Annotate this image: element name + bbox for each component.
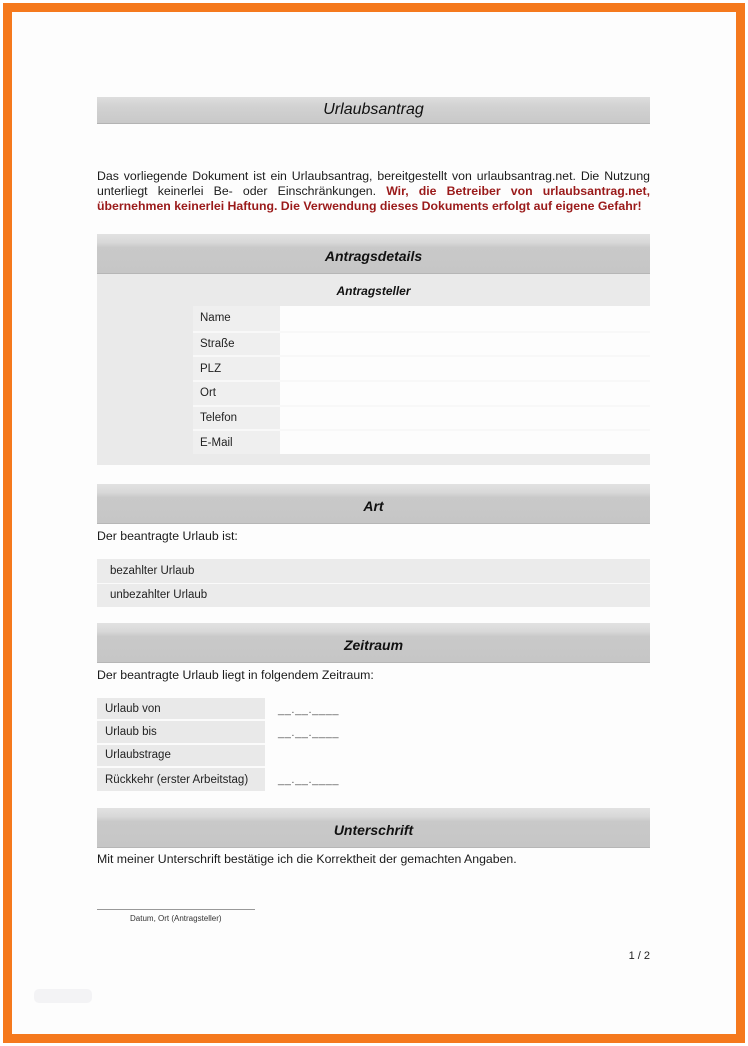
section-art [97, 484, 650, 607]
field-value-telefon[interactable] [280, 405, 650, 430]
subsection-header-antragsteller [97, 274, 650, 306]
field-label-strasse: Straße [193, 331, 280, 356]
section-header-art [97, 484, 650, 524]
field-label-urlaubstrage: Urlaubstrage [97, 745, 265, 768]
intro-text: Das vorliegende Dokument ist ein Urlaubsantrag, bereitgestellt von urlaubsantrag.net. Die Nutzung unterliegt keinerlei Be- oder Einschränkungen. [97, 169, 650, 198]
signature-caption: Datum, Ort (Antragsteller) [130, 914, 222, 924]
option-bezahlter-urlaub[interactable]: bezahlter Urlaub [110, 564, 195, 577]
subsection-title: Antragsteller [336, 284, 411, 298]
section-unterschrift [97, 808, 650, 923]
field-value-urlaub-von[interactable]: __.__.____ [278, 703, 340, 716]
field-value-plz[interactable] [280, 355, 650, 380]
document-content [97, 12, 650, 923]
document-title-bar [97, 97, 650, 124]
field-value-name[interactable] [280, 306, 650, 331]
table-row [193, 331, 650, 356]
field-label-rueckkehr: Rückkehr (erster Arbeitstag) [97, 768, 265, 791]
table-row [97, 721, 650, 744]
antragsdetails-body [97, 274, 650, 465]
table-row [193, 355, 650, 380]
field-value-ort[interactable] [280, 380, 650, 405]
document-title: Urlaubsantrag [323, 101, 424, 118]
table-row [97, 745, 650, 768]
page-number: 1 / 2 [628, 950, 650, 962]
field-label-name: Name [193, 306, 280, 331]
table-row [193, 429, 650, 454]
unterschrift-intro-text: Mit meiner Unterschrift bestätige ich die Korrektheit der gemachten Angaben. [97, 852, 517, 867]
table-row [193, 306, 650, 331]
document-page [12, 12, 736, 1034]
field-value-rueckkehr[interactable]: __.__.____ [278, 773, 340, 786]
section-header-zeitraum [97, 623, 650, 663]
section-header-antragsdetails [97, 234, 650, 274]
zeitraum-intro-text: Der beantragte Urlaub liegt in folgendem Zeitraum: [97, 668, 374, 683]
field-label-plz: PLZ [193, 355, 280, 380]
art-intro-text: Der beantragte Urlaub ist: [97, 529, 238, 544]
section-title: Antragsdetails [324, 248, 423, 264]
vacation-type-options [97, 559, 650, 607]
table-row [97, 698, 650, 721]
section-zeitraum [97, 623, 650, 791]
option-unbezahlter-urlaub[interactable]: unbezahlter Urlaub [97, 583, 650, 608]
signature-block [97, 909, 255, 923]
section-antragsdetails [97, 234, 650, 465]
intro-paragraph [97, 169, 650, 214]
zeitraum-table [97, 698, 650, 791]
field-label-telefon: Telefon [193, 405, 280, 430]
orange-accent-border [3, 3, 745, 1043]
field-value-urlaubstrage[interactable] [265, 745, 278, 768]
field-label-urlaub-bis: Urlaub bis [97, 721, 265, 744]
section-header-unterschrift [97, 808, 650, 848]
table-row [97, 768, 650, 791]
field-value-urlaub-bis[interactable]: __.__.____ [278, 727, 340, 740]
field-label-urlaub-von: Urlaub von [97, 698, 265, 721]
field-value-email[interactable] [280, 429, 650, 454]
table-row [193, 405, 650, 430]
field-value-strasse[interactable] [280, 331, 650, 356]
field-label-email: E-Mail [193, 429, 280, 454]
field-label-ort: Ort [193, 380, 280, 405]
section-title: Zeitraum [343, 637, 404, 654]
applicant-table [193, 306, 650, 454]
signature-line[interactable] [97, 909, 255, 910]
table-row [193, 380, 650, 405]
faint-watermark [34, 989, 92, 1003]
section-title: Unterschrift [333, 822, 414, 839]
intro-warning-text: Wir, die Betreiber von urlaubsantrag.net, übernehmen keinerlei Haftung. Die Verwendung dieses Dokuments erfolgt auf eigene Gefahr! [97, 184, 651, 213]
section-title: Art [363, 498, 384, 515]
